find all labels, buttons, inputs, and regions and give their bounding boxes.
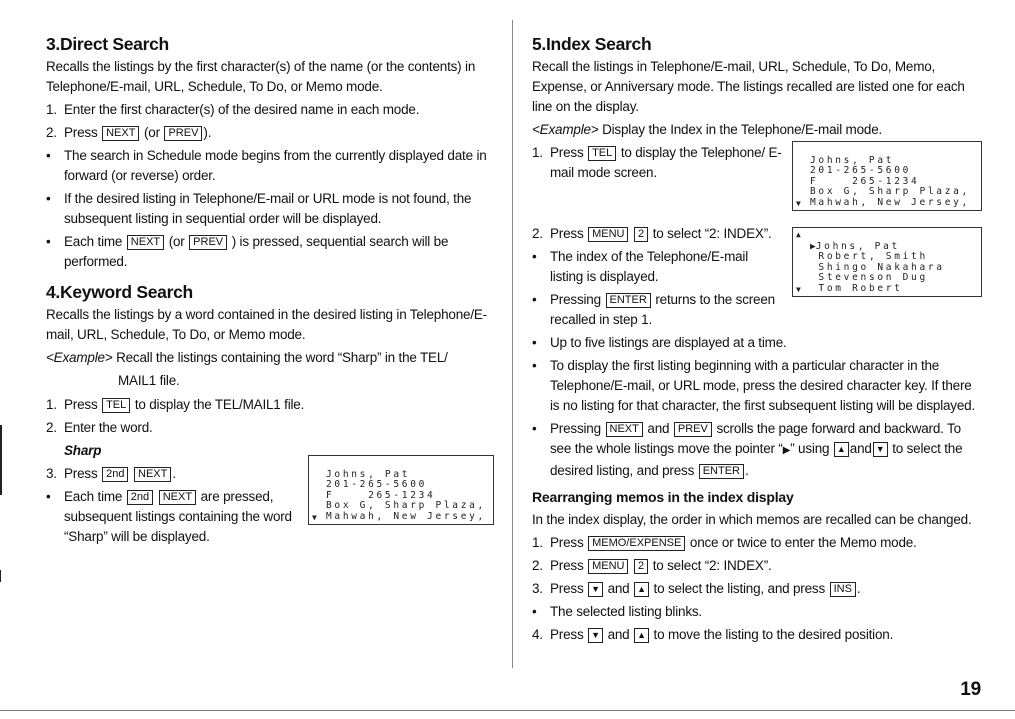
bullet-item: • Pressing NEXT and PREV scrolls the page forward and backward. To see the whole listings move the pointer “▶” using ▲ and ▼ to select the desired listing, and press ENTER .: [532, 421, 963, 478]
section-title: 3.Direct Search: [46, 34, 169, 54]
step: 1. Press TEL to display the TEL/MAIL1 file.: [46, 397, 305, 412]
lcd-line: Box G, Sharp Plaza,: [810, 186, 970, 197]
lcd-line: Robert, Smith: [818, 251, 928, 262]
lcd-line: Johns, Pat: [810, 154, 895, 166]
lcd-line: Stevenson Dug: [818, 272, 928, 283]
enter-key: ENTER: [606, 293, 651, 308]
menu-key: MENU: [588, 227, 628, 242]
lcd-line: Mahwah, New Jersey,: [810, 196, 970, 208]
prev-key: PREV: [674, 422, 712, 437]
step: 2. Press NEXT (or PREV ).: [46, 125, 212, 140]
next-key: NEXT: [102, 126, 139, 141]
bullet-item: • The index of the Telephone/E-mail listing is displayed.: [532, 249, 749, 284]
scroll-down-icon: ▼: [796, 198, 801, 208]
prev-key: PREV: [189, 235, 227, 250]
down-arrow-key-icon: ▼: [588, 628, 603, 643]
subsection-title: Rearranging memos in the index display: [532, 489, 794, 505]
next-key: NEXT: [159, 490, 196, 505]
enter-key: ENTER: [699, 464, 744, 479]
2-key: 2: [634, 559, 648, 574]
bullet-item: • The selected listing blinks.: [532, 604, 702, 619]
rearranging-memos-section: [532, 487, 984, 645]
next-key: NEXT: [127, 235, 164, 250]
lcd-screen-keyword: [308, 455, 494, 525]
scroll-up-icon: ▲: [796, 230, 801, 239]
tel-key: TEL: [588, 146, 616, 161]
next-key: NEXT: [606, 422, 643, 437]
next-key: NEXT: [134, 467, 171, 482]
2nd-key: 2nd: [102, 467, 128, 482]
bullet-item: • Each time 2nd NEXT are pressed, subsequent listings containing the word “Sharp” will be displayed.: [46, 489, 292, 544]
example-cont: MAIL1 file.: [118, 373, 180, 388]
bullet-item: • If the desired listing in Telephone/E-mail or URL mode is not found, the subsequent listing in sequential order will be displayed.: [46, 191, 472, 226]
lcd-line: F 265-1234: [326, 489, 436, 501]
keyword-example: Sharp: [64, 443, 102, 458]
down-arrow-key-icon: ▼: [873, 442, 888, 457]
tel-key: TEL: [102, 398, 130, 413]
section-title: 4.Keyword Search: [46, 282, 193, 302]
lcd-line: Johns, Pat: [326, 468, 411, 480]
step: 4. Press ▼ and ▲ to move the listing to the desired position.: [532, 627, 894, 642]
section-intro: In the index display, the order in which memos are recalled can be changed.: [532, 512, 972, 527]
step: 2. Enter the word.: [46, 420, 153, 435]
lcd-line: Shingo Nakahara: [818, 261, 945, 273]
direct-search-section: [46, 34, 492, 272]
step: 1. Enter the first character(s) of the desired name in each mode.: [46, 102, 420, 117]
pointer-icon: ▶: [810, 240, 816, 252]
step: 2. Press MENU 2 to select “2: INDEX”.: [532, 226, 772, 241]
example: <Example> Recall the listings containing the word “Sharp” in the TEL/: [46, 350, 448, 365]
bullet-item: • To display the first listing beginning with a particular character in the Telephone/E-mail, or URL mode, press the desired character key. If there is no listing for that character, the first subsequent listing will be displayed.: [532, 358, 976, 413]
binding-mark: [0, 425, 2, 495]
lcd-screen-telephone: [792, 141, 982, 211]
down-arrow-key-icon: ▼: [588, 582, 603, 597]
up-arrow-key-icon: ▲: [634, 582, 649, 597]
column-divider: [512, 20, 513, 668]
pointer-icon: ▶: [782, 445, 791, 456]
section-intro: Recalls the listings by a word contained in the desired listing in Telephone/E-mail, URL, Schedule, To Do, or Memo mode.: [46, 307, 487, 342]
step: 1. Press TEL to display the Telephone/ E-mail mode screen.: [532, 145, 782, 180]
step: 3. Press ▼ and ▲ to select the listing, and press INS .: [532, 581, 861, 596]
ins-key: INS: [830, 582, 856, 597]
step: 3. Press 2nd NEXT .: [46, 466, 176, 481]
lcd-line: Johns, Pat: [815, 240, 900, 252]
memo-expense-key: MEMO/EXPENSE: [588, 536, 685, 551]
page-number: 19: [960, 679, 981, 700]
step: 1. Press MEMO/EXPENSE once or twice to enter the Memo mode.: [532, 535, 917, 550]
step: 2. Press MENU 2 to select “2: INDEX”.: [532, 558, 772, 573]
bullet-item: • Up to five listings are displayed at a time.: [532, 335, 787, 350]
bullet-item: • Pressing ENTER returns to the screen recalled in step 1.: [532, 292, 775, 327]
bullet-item: • The search in Schedule mode begins from the currently displayed date in forward (or reverse) order.: [46, 148, 487, 183]
menu-key: MENU: [588, 559, 628, 574]
scroll-down-icon: ▼: [796, 284, 801, 294]
lcd-line: F 265-1234: [810, 175, 920, 187]
lcd-screen-index: [792, 227, 982, 297]
lcd-line: Mahwah, New Jersey,: [326, 510, 486, 522]
bottom-rule: [0, 710, 1015, 711]
up-arrow-key-icon: ▲: [634, 628, 649, 643]
right-column: [532, 34, 984, 648]
bullet-item: • Each time NEXT (or PREV ) is pressed, sequential search will be performed.: [46, 234, 449, 269]
scroll-down-icon: ▼: [312, 512, 317, 522]
section-intro: Recalls the listings by the first character(s) of the name (or the contents) in Telephone/E-mail, URL, Schedule, To Do, or Memo mode.: [46, 59, 476, 94]
section-title: 5.Index Search: [532, 34, 652, 54]
section-intro: Recall the listings in Telephone/E-mail, URL, Schedule, To Do, Memo, Expense, or Anniversary mode. The listings recalled are listed one for each line on the display.: [532, 59, 965, 114]
prev-key: PREV: [164, 126, 202, 141]
lcd-line: Tom Robert: [818, 282, 903, 294]
lcd-line: Box G, Sharp Plaza,: [326, 500, 486, 511]
example: <Example> Display the Index in the Telephone/E-mail mode.: [532, 122, 883, 137]
binding-mark: [0, 570, 1, 582]
2-key: 2: [634, 227, 648, 242]
up-arrow-key-icon: ▲: [834, 442, 849, 457]
2nd-key: 2nd: [127, 490, 153, 505]
lcd-line: 201-265-5600: [326, 479, 428, 490]
lcd-line: 201-265-5600: [810, 165, 912, 176]
